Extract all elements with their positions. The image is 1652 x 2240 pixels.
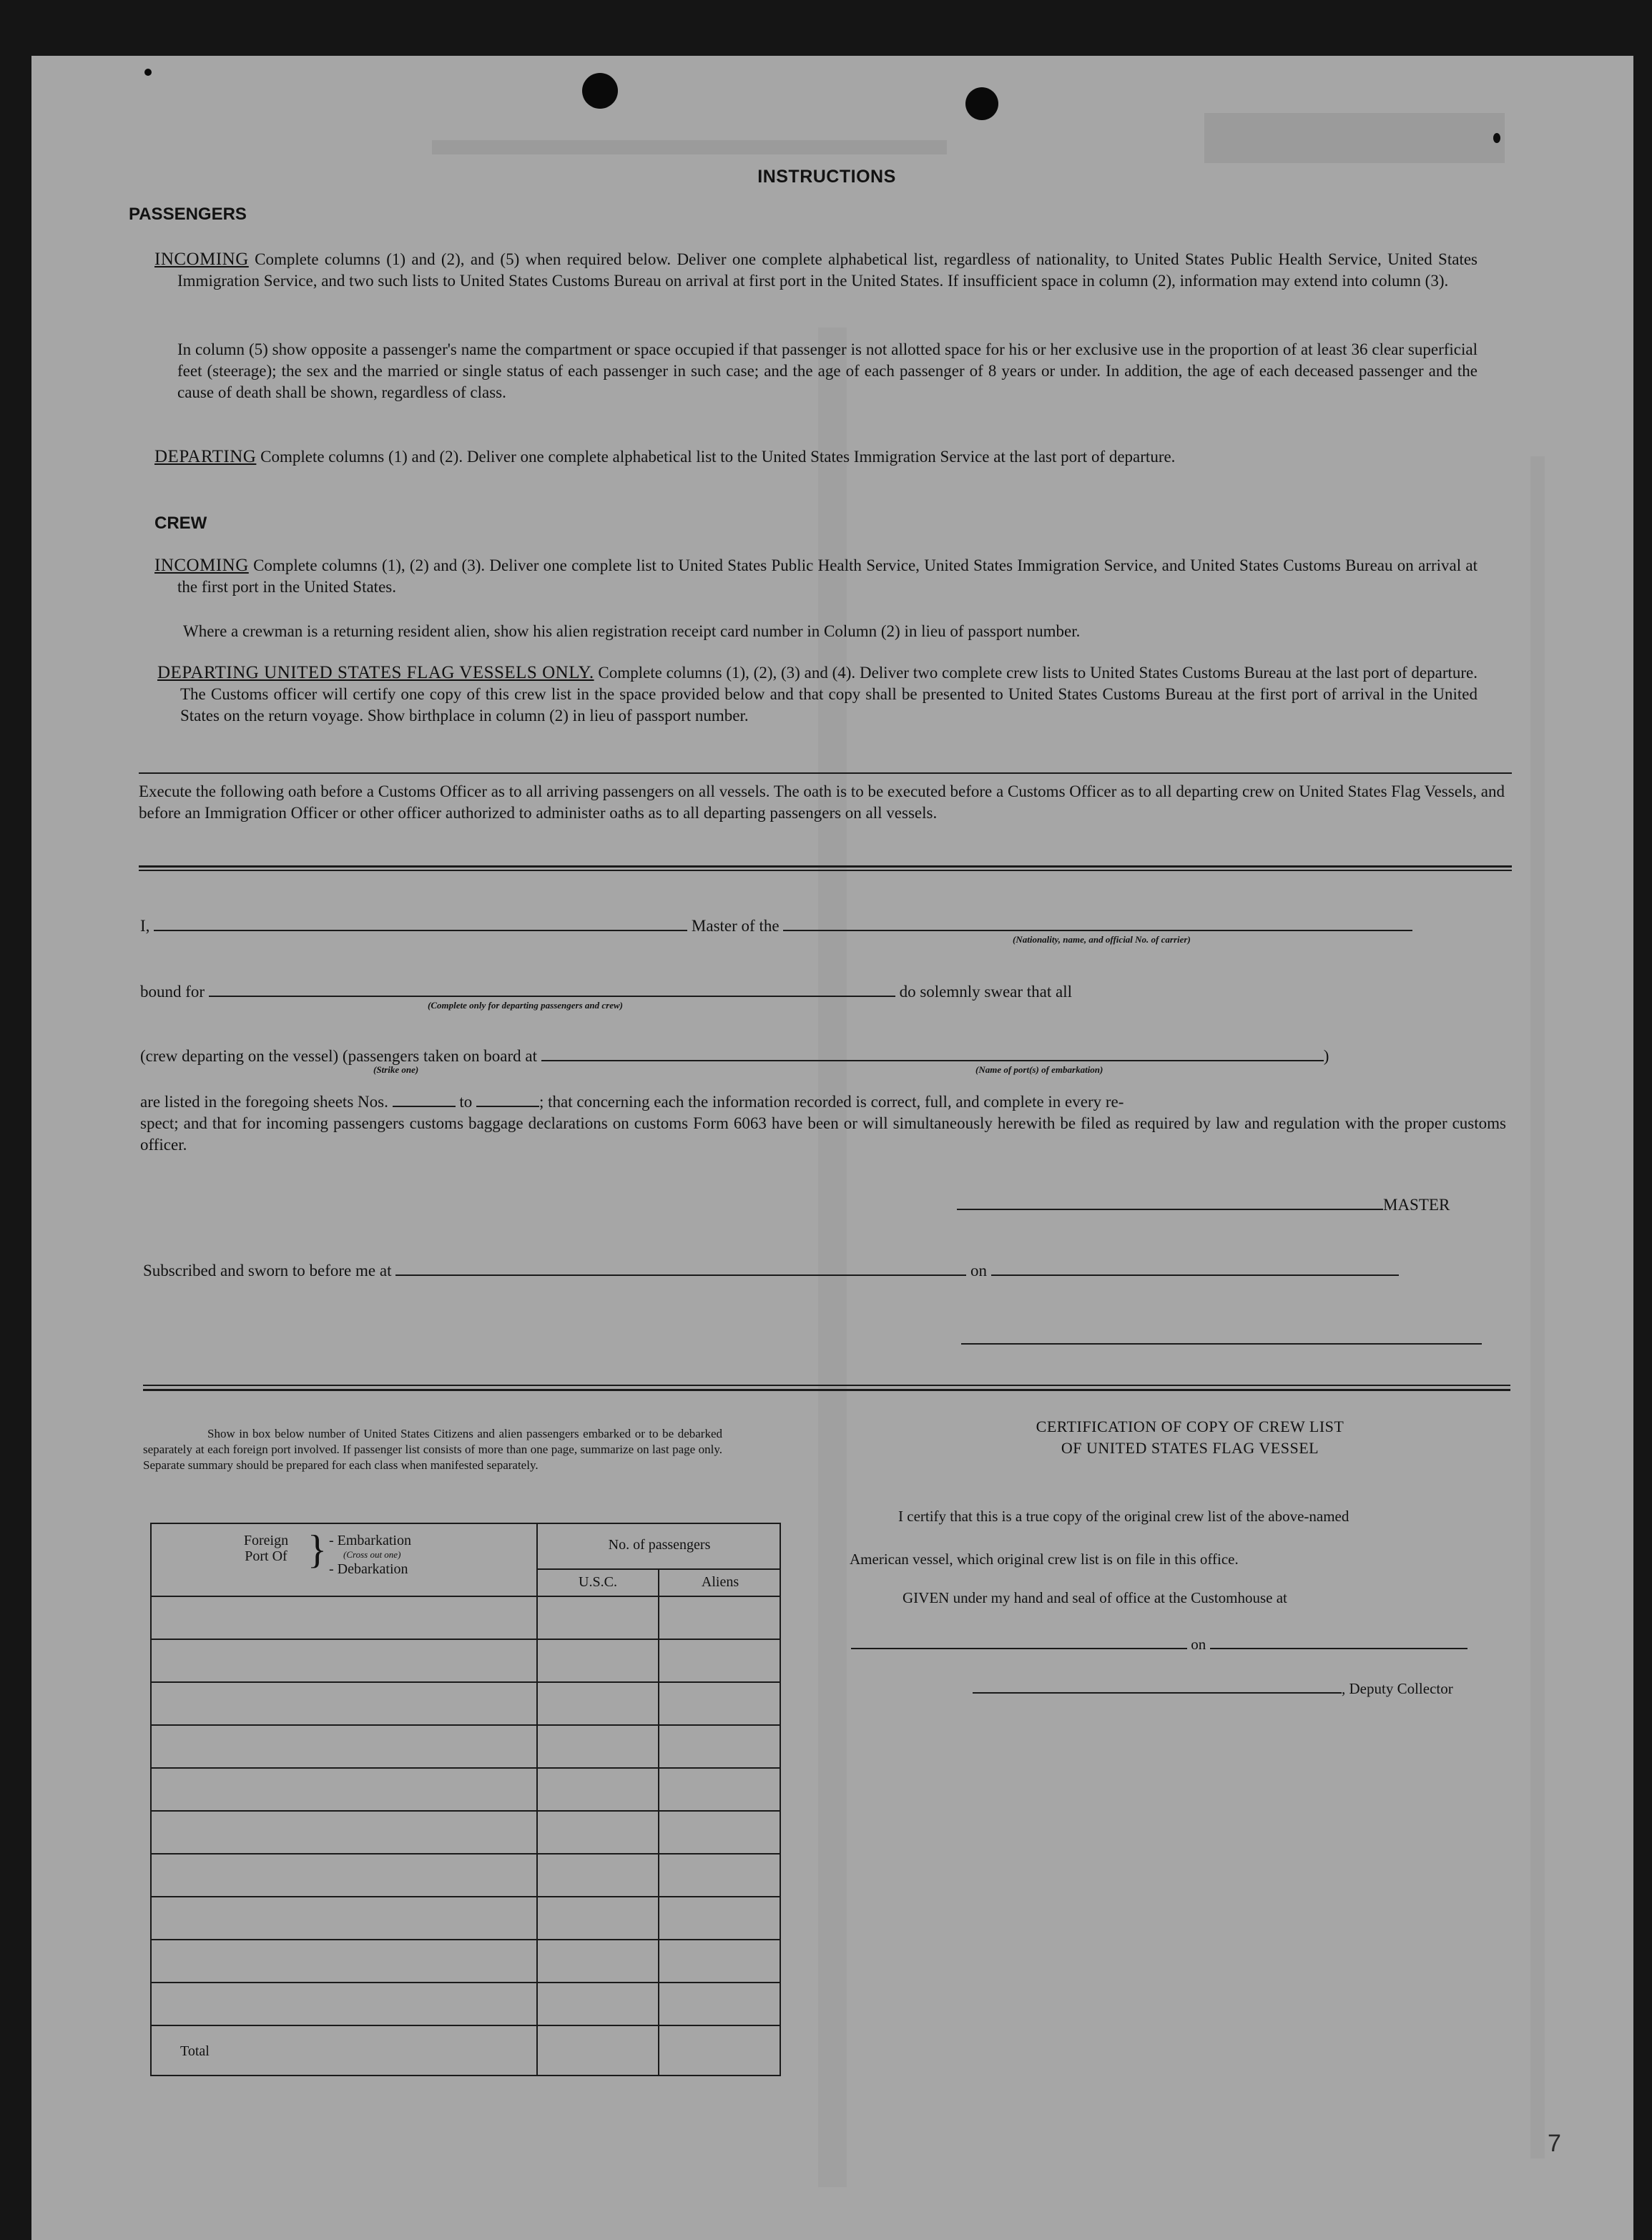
cert-statement-1: I certify that this is a true copy of the original crew list of the above-named <box>898 1508 1349 1525</box>
cert-date-field[interactable] <box>1210 1634 1467 1649</box>
page-number: 7 <box>1548 2130 1561 2157</box>
row-divider <box>152 1853 780 1855</box>
divider <box>139 865 1512 868</box>
bleed-through <box>432 140 947 154</box>
punch-hole <box>965 87 998 120</box>
row-divider <box>152 1639 780 1640</box>
oath-body-end: spect; and that for incoming passengers customs baggage declarations on customs Form 6063 have been or will simultaneously herewith be filed as required by law and regulation with the proper customs officer. <box>140 1114 1506 1154</box>
foreign-port-header: Foreign Port Of <box>243 1533 289 1564</box>
carrier-hint: (Nationality, name, and official No. of carrier) <box>1013 934 1191 945</box>
punch-hole <box>582 73 618 109</box>
incoming-text: Complete columns (1) and (2), and (5) when required below. Deliver one complete alphabetical list, regardless of nationality, to United States Public Health Service, United States Immigration Service, and two such lists to United States Customs Bureau on arrival at first port in the United States. If insufficient space in column (2), information may extend into column (3). <box>177 250 1478 290</box>
crew-incoming <box>154 555 1478 598</box>
listed-continuation: ; that concerning each the information recorded is correct, full, and complete in every re- <box>539 1093 1124 1111</box>
sheet-from-field[interactable] <box>393 1091 456 1107</box>
divider <box>139 772 1512 774</box>
deputy-signature-field[interactable] <box>973 1678 1342 1694</box>
bleed-through <box>1204 113 1505 163</box>
bleed-through <box>1530 456 1545 2158</box>
divider <box>143 1389 1510 1391</box>
row-divider <box>152 2025 780 2026</box>
total-label: Total <box>180 2043 210 2059</box>
crew-departing <box>157 662 1478 727</box>
officer-signature-field[interactable] <box>961 1343 1482 1345</box>
crew-departing-keyword: DEPARTING UNITED STATES FLAG VESSELS ONLY. <box>157 663 594 682</box>
subscribed-place-field[interactable] <box>395 1260 966 1276</box>
master-signature-row <box>957 1194 1450 1214</box>
divider <box>139 870 1512 871</box>
port-hint: (Name of port(s) of embarkation) <box>975 1064 1103 1075</box>
deputy-row <box>973 1678 1453 1698</box>
oath-row-master <box>140 915 1412 935</box>
passengers-heading: PASSENGERS <box>129 205 247 224</box>
row-divider <box>152 1982 780 1983</box>
to-label: to <box>459 1093 473 1111</box>
master-label: MASTER <box>1383 1196 1450 1214</box>
row-divider <box>152 1939 780 1940</box>
aliens-header: Aliens <box>701 1574 739 1590</box>
row-divider <box>152 1681 780 1683</box>
incoming-keyword: INCOMING <box>154 250 249 269</box>
passengers-taken-option[interactable]: (passengers taken on board at <box>342 1047 537 1065</box>
row-divider <box>536 1568 780 1570</box>
col-divider <box>658 1568 659 2075</box>
swear-label: do solemnly swear that all <box>899 983 1073 1001</box>
oath-row-bound <box>140 981 1072 1001</box>
crew-departing-option[interactable]: (crew departing on the vessel) <box>140 1047 339 1065</box>
cert-given: GIVEN under my hand and seal of office at the Customhouse at <box>903 1589 1287 1606</box>
bleed-through <box>818 328 847 2187</box>
col-divider <box>536 1524 538 2075</box>
cert-title-2: OF UNITED STATES FLAG VESSEL <box>1061 1439 1319 1457</box>
deputy-label: , Deputy Collector <box>1342 1680 1453 1697</box>
crew-incoming-keyword: INCOMING <box>154 556 249 575</box>
oath-row-embark <box>140 1046 1329 1066</box>
column5-text: In column (5) show opposite a passenger's name the compartment or space occupied if that passenger is not allotted space for his or her exclusive use in the proportion of at least 36 clear superficial feet (steerage); the sex and the married or single status of each passenger in such case; and the age of each passenger of 8 years or under. In addition, the age of each deceased passenger and the cause of death shall be shown, regardless of class. <box>177 340 1478 401</box>
i-label: I, <box>140 917 150 935</box>
bound-for-field[interactable] <box>209 981 895 997</box>
cert-on-label: on <box>1191 1636 1206 1653</box>
departing-text: Complete columns (1) and (2). Deliver one complete alphabetical list to the United States Immigration Service at the last port of departure. <box>260 448 1176 466</box>
subscribed-date-field[interactable] <box>991 1260 1399 1276</box>
oath-intro: Execute the following oath before a Customs Officer as to all arriving passengers on all vessels. The oath is to be executed before a Customs Officer as to all departing crew on United States Flag Vessels, and before an Immigration Officer or other officer authorized to administer oaths as to all departing passengers on all vessels. <box>139 782 1505 822</box>
row-divider <box>152 1896 780 1897</box>
subscribed-label: Subscribed and sworn to before me at <box>143 1262 392 1279</box>
page-title: INSTRUCTIONS <box>757 167 896 187</box>
crew-heading: CREW <box>154 514 207 533</box>
subscribed-row <box>143 1260 1399 1280</box>
brace: } <box>308 1528 327 1572</box>
bound-for-label: bound for <box>140 983 205 1001</box>
usc-header: U.S.C. <box>579 1574 617 1590</box>
oath-sheets-row <box>140 1091 1124 1111</box>
crew-alien-text: Where a crewman is a returning resident alien, show his alien registration receipt card number in Column (2) in lieu of passport number. <box>183 622 1081 640</box>
cert-place-row <box>851 1634 1467 1654</box>
row-divider <box>152 1767 780 1769</box>
passengers-departing <box>154 446 1478 468</box>
on-label: on <box>970 1262 987 1279</box>
passengers-column5 <box>177 339 1478 403</box>
divider <box>143 1385 1510 1386</box>
cross-out-hint: (Cross out one) <box>343 1549 401 1560</box>
sheet-to-field[interactable] <box>476 1091 539 1107</box>
bound-hint: (Complete only for departing passengers and crew) <box>428 1000 623 1011</box>
row-divider <box>152 1596 780 1597</box>
departing-keyword: DEPARTING <box>154 447 257 466</box>
crew-alien <box>183 621 1478 642</box>
master-name-field[interactable] <box>154 915 687 931</box>
row-divider <box>152 1810 780 1812</box>
row-divider <box>152 1724 780 1726</box>
master-signature-field[interactable] <box>957 1194 1383 1210</box>
speck <box>144 69 152 76</box>
debarkation-option[interactable]: - Debarkation <box>329 1561 408 1577</box>
passengers-header: No. of passengers <box>608 1537 711 1553</box>
summary-note: Show in box below number of United States Citizens and alien passengers embarked or to be debarked separately at each foreign port involved. If passenger list consists of more than one page, summarize on last page only. Separate summary should be prepared for each class when manifested separately. <box>143 1427 722 1472</box>
customhouse-field[interactable] <box>851 1634 1187 1649</box>
strike-hint: (Strike one) <box>373 1064 419 1075</box>
cert-title-1: CERTIFICATION OF COPY OF CREW LIST <box>1036 1418 1344 1435</box>
embarkation-option[interactable]: - Embarkation <box>329 1533 411 1548</box>
passengers-incoming <box>154 249 1478 292</box>
carrier-field[interactable] <box>783 915 1412 931</box>
crew-incoming-text: Complete columns (1), (2) and (3). Deliver one complete list to United States Public Health Service, United States Immigration Service, and United States Customs Bureau on arrival at the first port in the United States. <box>177 556 1478 596</box>
cert-statement-2: American vessel, which original crew list is on file in this office. <box>850 1551 1239 1568</box>
close-paren: ) <box>1323 1047 1329 1065</box>
passenger-summary-table <box>150 1523 781 2076</box>
crew-departing-text: Complete columns (1), (2), (3) and (4). Deliver two complete crew lists to United States Customs Bureau at the last port of departure. The Customs officer will certify one copy of this crew list in the space provided below and that copy shall be presented to United States Customs Bureau at the first port of arrival in the United States on the return voyage. Show birthplace in column (2) in lieu of passport number. <box>180 664 1478 724</box>
listed-label: are listed in the foregoing sheets Nos. <box>140 1093 388 1111</box>
form-sheet <box>31 56 1633 2240</box>
embarkation-port-field[interactable] <box>541 1046 1324 1061</box>
master-of-label: Master of the <box>691 917 780 935</box>
